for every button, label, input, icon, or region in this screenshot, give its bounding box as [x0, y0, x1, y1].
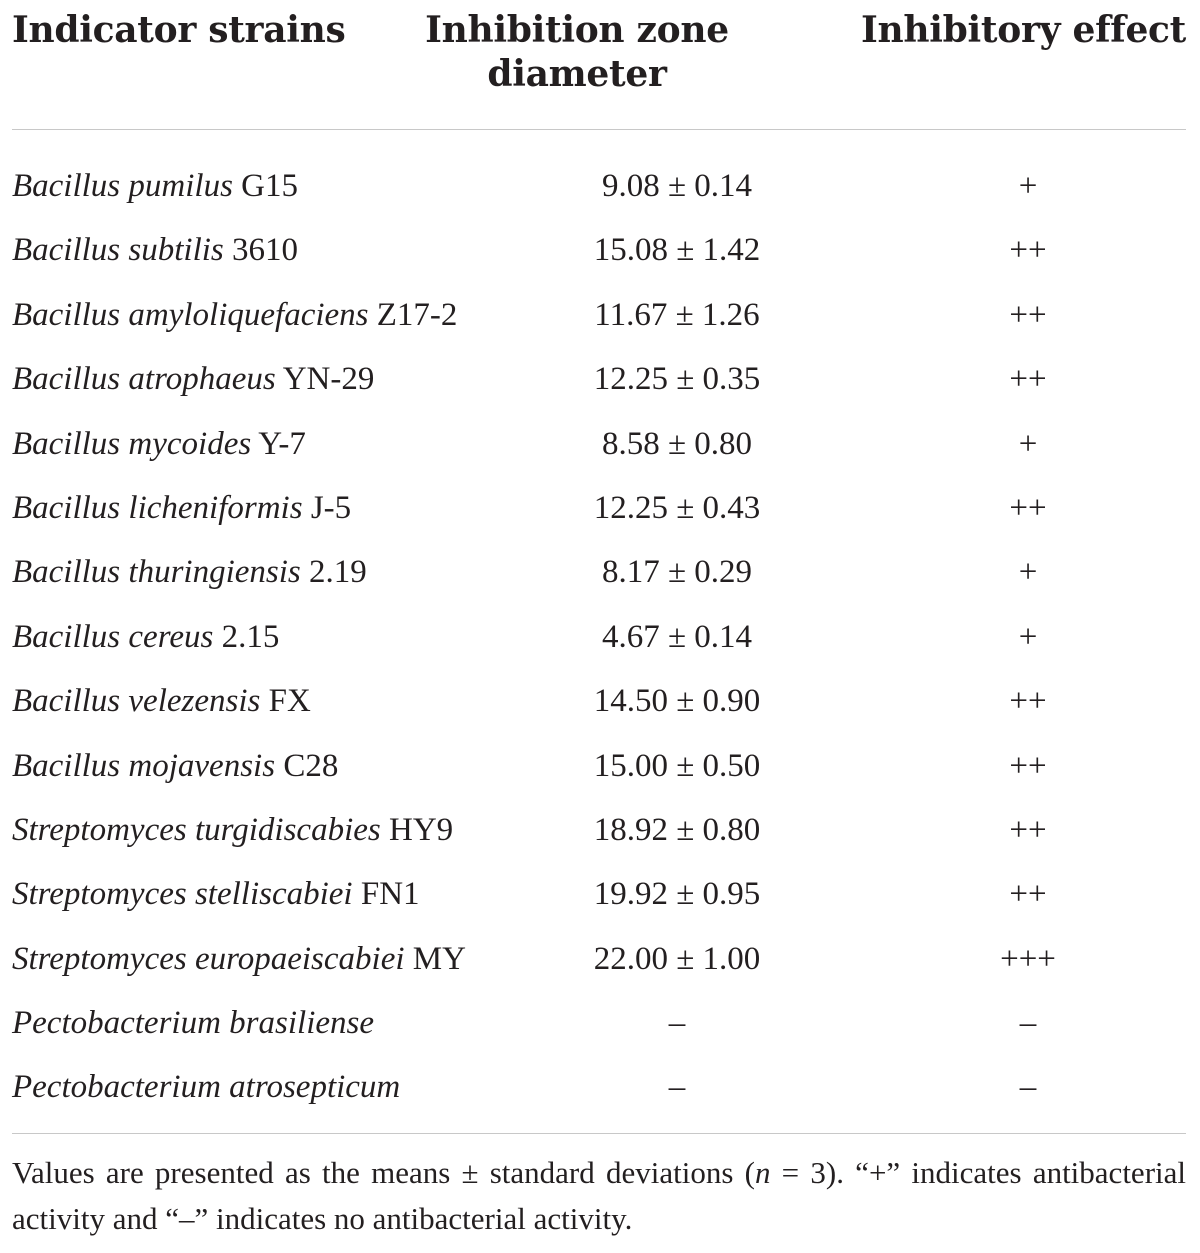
- table-row: [12, 412, 1186, 476]
- species-name: Streptomyces turgidiscabies: [12, 811, 381, 848]
- strain-code: Z17-2: [368, 296, 458, 333]
- cell-inhibitory-effect: ++: [1009, 489, 1047, 526]
- cell-indicator-strain: [12, 669, 311, 733]
- species-name: Bacillus pumilus: [12, 168, 233, 204]
- species-name: Bacillus atrophaeus: [12, 361, 276, 398]
- strain-code: Y-7: [251, 425, 306, 462]
- species-name: Bacillus licheniformis: [12, 489, 303, 526]
- species-name: Streptomyces stelliscabiei: [12, 876, 353, 913]
- table-row: [12, 734, 1186, 798]
- cell-indicator-strain: [12, 476, 351, 540]
- species-name: Bacillus subtilis: [12, 232, 224, 269]
- cell-inhibitory-effect: –: [1019, 1005, 1037, 1042]
- species-name: Pectobacterium atrosepticum: [12, 1069, 401, 1106]
- cell-inhibition-zone: 18.92 ± 0.80: [593, 811, 761, 848]
- cell-inhibitory-effect: ++: [1009, 747, 1047, 784]
- table-row: [12, 218, 1186, 282]
- cell-indicator-strain: [12, 347, 374, 411]
- species-name: Bacillus thuringiensis: [12, 554, 301, 591]
- table-row: [12, 605, 1186, 669]
- species-name: Bacillus mycoides: [12, 425, 252, 462]
- strain-code: 3610: [223, 232, 299, 269]
- cell-inhibition-zone: 19.92 ± 0.95: [593, 876, 761, 913]
- cell-inhibition-zone: 9.08 ± 0.14: [601, 168, 753, 204]
- cell-indicator-strain: [12, 218, 298, 282]
- cell-indicator-strain: [12, 991, 374, 1055]
- footer-divider: [12, 1133, 1186, 1134]
- cell-inhibitory-effect: ++: [1009, 683, 1047, 720]
- table-row: [12, 798, 1186, 862]
- table-body: [12, 154, 1186, 1120]
- cell-inhibition-zone: 14.50 ± 0.90: [593, 683, 761, 720]
- cell-inhibition-zone: –: [668, 1069, 686, 1106]
- header-inhibitory-effect: Inhibitory effect: [861, 9, 1186, 51]
- strain-code: 2.15: [213, 618, 280, 655]
- cell-indicator-strain: [12, 605, 279, 669]
- strain-code: G15: [232, 168, 299, 204]
- cell-inhibition-zone: 22.00 ± 1.00: [593, 940, 761, 977]
- cell-inhibitory-effect: ++: [1009, 876, 1047, 913]
- header-indicator-strains: Indicator strains: [12, 9, 346, 51]
- species-name: Pectobacterium brasiliense: [12, 1005, 375, 1042]
- cell-indicator-strain: [12, 283, 457, 347]
- footnote-text-1: Values are presented as the means ± standard deviations (: [12, 1155, 755, 1190]
- header-inhibition-zone: [382, 8, 772, 96]
- cell-inhibitory-effect: –: [1019, 1069, 1037, 1106]
- cell-indicator-strain: [12, 1055, 400, 1119]
- cell-inhibition-zone: 15.00 ± 0.50: [593, 747, 761, 784]
- cell-inhibitory-effect: ++: [1009, 811, 1047, 848]
- strain-code: FN1: [352, 876, 420, 913]
- cell-inhibition-zone: 12.25 ± 0.43: [593, 489, 761, 526]
- cell-inhibition-zone: 8.58 ± 0.80: [601, 425, 753, 462]
- table-row: [12, 154, 1186, 218]
- cell-inhibitory-effect: ++: [1009, 361, 1047, 398]
- footnote-text-2: = 3). “+” indicates antibacterial activity and “–” indicates no antibacterial activity.: [12, 1155, 1186, 1236]
- cell-inhibitory-effect: ++: [1009, 232, 1047, 269]
- strain-code: C28: [275, 747, 339, 784]
- strain-code: MY: [404, 940, 466, 977]
- cell-inhibition-zone: 11.67 ± 1.26: [594, 296, 760, 333]
- header-zone-line2: diameter: [487, 53, 667, 95]
- table-row: [12, 862, 1186, 926]
- species-name: Bacillus velezensis: [12, 683, 261, 720]
- table-row: [12, 283, 1186, 347]
- cell-indicator-strain: [12, 154, 298, 218]
- header-zone-line1: Inhibition zone: [425, 9, 729, 51]
- species-name: Bacillus amyloliquefaciens: [12, 296, 369, 333]
- species-name: Bacillus cereus: [12, 618, 214, 655]
- cell-inhibitory-effect: +: [1018, 618, 1038, 655]
- strain-code: 2.19: [300, 554, 367, 591]
- strain-code: J-5: [302, 489, 352, 526]
- cell-inhibitory-effect: +++: [1000, 940, 1056, 977]
- data-table: [12, 0, 1186, 1106]
- cell-inhibitory-effect: +: [1018, 554, 1038, 591]
- strain-code: YN-29: [275, 361, 375, 398]
- table-row: [12, 927, 1186, 991]
- table-row: [12, 1055, 1186, 1119]
- table-footnote: [12, 1150, 1186, 1242]
- table-row: [12, 540, 1186, 604]
- cell-inhibitory-effect: ++: [1009, 296, 1047, 333]
- table-row: [12, 476, 1186, 540]
- table-row: [12, 669, 1186, 733]
- cell-indicator-strain: [12, 927, 466, 991]
- cell-indicator-strain: [12, 540, 367, 604]
- header-divider: [12, 129, 1186, 130]
- strain-code: HY9: [380, 811, 454, 848]
- cell-indicator-strain: [12, 798, 453, 862]
- table-row: [12, 347, 1186, 411]
- table-header: [12, 0, 1186, 128]
- cell-indicator-strain: [12, 862, 420, 926]
- cell-indicator-strain: [12, 412, 306, 476]
- cell-inhibition-zone: 12.25 ± 0.35: [593, 361, 761, 398]
- strain-code: FX: [260, 683, 311, 720]
- footnote-n: n: [754, 1155, 771, 1190]
- cell-inhibition-zone: 15.08 ± 1.42: [593, 232, 761, 269]
- cell-inhibition-zone: 4.67 ± 0.14: [601, 618, 753, 655]
- cell-inhibition-zone: –: [668, 1005, 686, 1042]
- species-name: Bacillus mojavensis: [12, 747, 276, 784]
- cell-inhibitory-effect: +: [1018, 425, 1038, 462]
- species-name: Streptomyces europaeiscabiei: [12, 940, 405, 977]
- table-row: [12, 991, 1186, 1055]
- cell-indicator-strain: [12, 734, 338, 798]
- cell-inhibition-zone: 8.17 ± 0.29: [601, 554, 753, 591]
- cell-inhibitory-effect: +: [1018, 168, 1038, 204]
